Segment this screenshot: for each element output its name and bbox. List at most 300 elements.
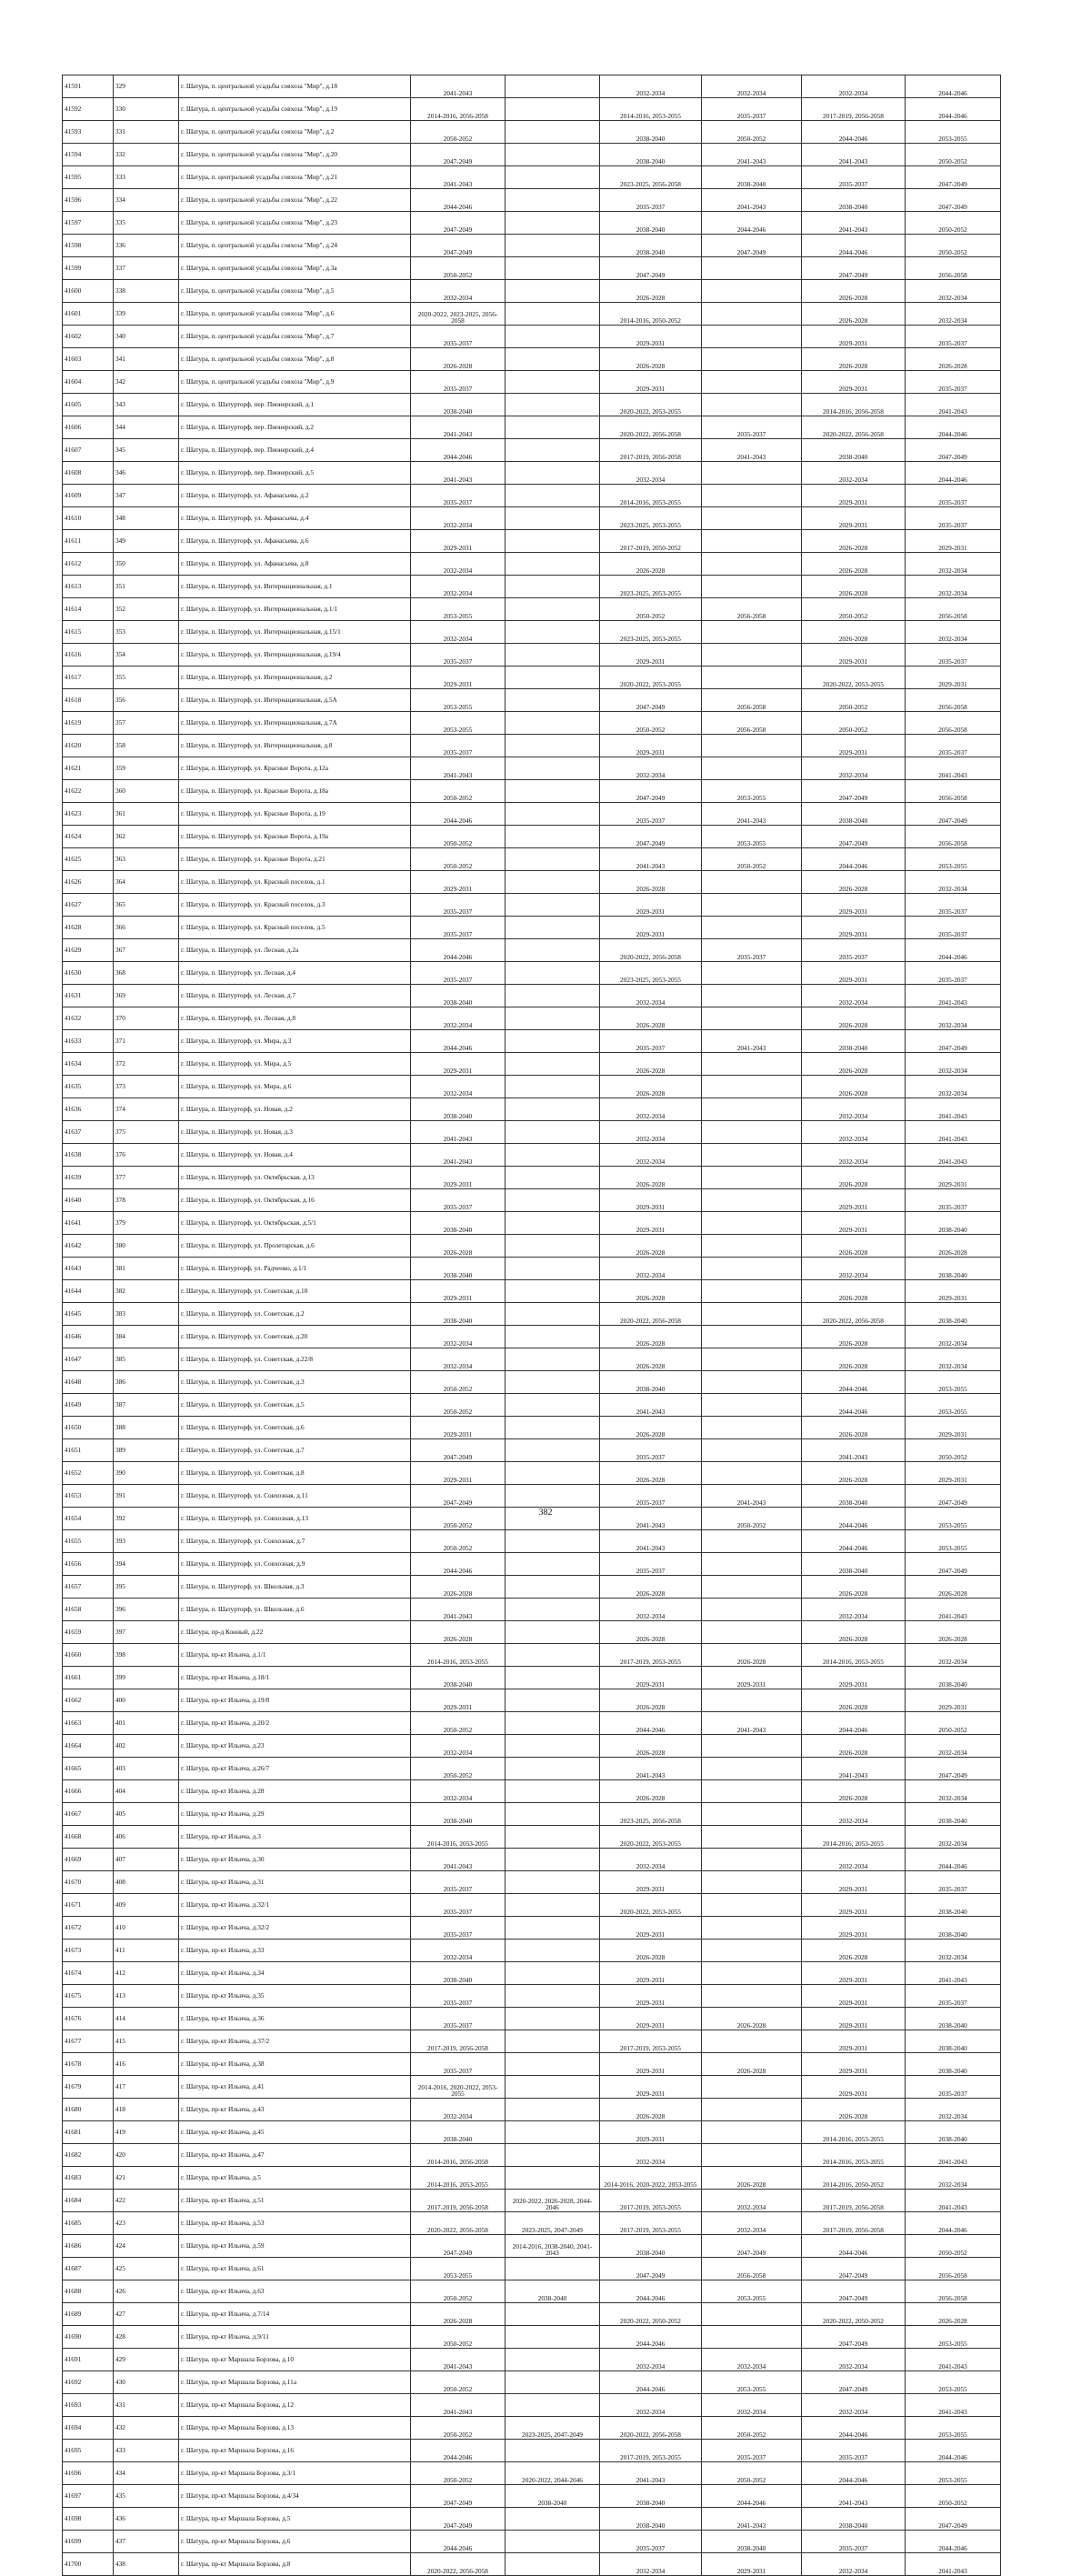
cell-address: г. Шатура, пр-кт Ильича, д.18/1 xyxy=(179,1667,411,1689)
cell-period-3: 2026-2028 xyxy=(600,1348,702,1371)
table-row xyxy=(63,667,1001,689)
cell-period-6: 2047-2049 xyxy=(906,189,1001,212)
cell-period-6: 2056-2058 xyxy=(906,826,1001,848)
cell-address: г. Шатура, пр-кт Ильича, д.53 xyxy=(179,2212,411,2235)
cell-period-2: 2023-2025, 2047-2049 xyxy=(505,2212,600,2235)
cell-period-2: 2020-2022, 2044-2046 xyxy=(505,2462,600,2485)
table-row xyxy=(63,1599,1001,1621)
cell-address: г. Шатура, п. Шатурторф, ул. Совхозная, д.7 xyxy=(179,1530,411,1553)
cell-period-4 xyxy=(702,1962,802,1985)
cell-period-4: 2041-2043 xyxy=(702,1712,802,1735)
cell-period-2 xyxy=(505,1121,600,1144)
cell-row-id: 41686 xyxy=(63,2235,114,2258)
cell-period-2 xyxy=(505,235,600,257)
cell-period-6: 2035-2037 xyxy=(906,962,1001,985)
cell-row-id: 41613 xyxy=(63,576,114,598)
cell-period-3: 2032-2034 xyxy=(600,2553,702,2576)
cell-period-2 xyxy=(505,1326,600,1348)
cell-period-6: 2029-2031 xyxy=(906,1280,1001,1303)
cell-row-id: 41628 xyxy=(63,917,114,939)
cell-period-4: 2056-2058 xyxy=(702,712,802,735)
cell-house-number: 435 xyxy=(114,2485,179,2508)
cell-period-2 xyxy=(505,1780,600,1803)
table-row xyxy=(63,1258,1001,1280)
cell-house-number: 348 xyxy=(114,507,179,530)
cell-period-6: 2038-2040 xyxy=(906,2030,1001,2053)
table-row xyxy=(63,1030,1001,1053)
cell-house-number: 353 xyxy=(114,621,179,644)
cell-period-4 xyxy=(702,985,802,1007)
cell-period-5: 2014-2016, 2053-2055 xyxy=(802,2121,906,2144)
cell-period-2 xyxy=(505,166,600,189)
cell-period-4 xyxy=(702,1553,802,1576)
cell-row-id: 41684 xyxy=(63,2190,114,2212)
cell-row-id: 41697 xyxy=(63,2485,114,2508)
cell-address: г. Шатура, п. Шатурторф, ул. Красные Ворота, д.21 xyxy=(179,848,411,871)
cell-house-number: 338 xyxy=(114,280,179,303)
cell-period-2 xyxy=(505,507,600,530)
cell-period-2 xyxy=(505,1098,600,1121)
cell-row-id: 41633 xyxy=(63,1030,114,1053)
table-row xyxy=(63,1712,1001,1735)
cell-house-number: 358 xyxy=(114,735,179,757)
cell-period-3: 2020-2022, 2056-2058 xyxy=(600,416,702,439)
cell-period-3: 2047-2049 xyxy=(600,2258,702,2280)
cell-house-number: 417 xyxy=(114,2076,179,2099)
cell-house-number: 385 xyxy=(114,1348,179,1371)
cell-period-6: 2044-2046 xyxy=(906,98,1001,121)
cell-period-2: 2038-2040 xyxy=(505,2485,600,2508)
cell-row-id: 41636 xyxy=(63,1098,114,1121)
cell-period-5: 2029-2031 xyxy=(802,1871,906,1894)
table-row xyxy=(63,553,1001,576)
cell-period-1: 2029-2031 xyxy=(411,871,505,894)
cell-row-id: 41615 xyxy=(63,621,114,644)
cell-period-4 xyxy=(702,1121,802,1144)
table-row xyxy=(63,621,1001,644)
cell-period-3: 2026-2028 xyxy=(600,1689,702,1712)
cell-period-2 xyxy=(505,757,600,780)
cell-house-number: 359 xyxy=(114,757,179,780)
cell-address: г. Шатура, пр-кт Ильича, д.33 xyxy=(179,1940,411,1962)
cell-period-6: 2050-2052 xyxy=(906,235,1001,257)
cell-address: г. Шатура, п. Шатурторф, ул. Интернациональная, д.7А xyxy=(179,712,411,735)
cell-period-3: 2041-2043 xyxy=(600,1530,702,1553)
cell-period-5: 2014-2016, 2053-2055 xyxy=(802,2144,906,2167)
cell-row-id: 41664 xyxy=(63,1735,114,1758)
cell-period-5: 2029-2031 xyxy=(802,917,906,939)
cell-period-5: 2020-2022, 2050-2052 xyxy=(802,2303,906,2326)
cell-period-2 xyxy=(505,1712,600,1735)
cell-address: г. Шатура, пр-кт Ильича, д.41 xyxy=(179,2076,411,2099)
cell-house-number: 389 xyxy=(114,1439,179,1462)
cell-period-5: 2047-2049 xyxy=(802,2258,906,2280)
cell-period-4 xyxy=(702,1053,802,1076)
cell-period-2 xyxy=(505,1371,600,1394)
cell-period-4: 2029-2031 xyxy=(702,1667,802,1689)
cell-period-5: 2029-2031 xyxy=(802,1985,906,2008)
cell-period-1: 2044-2046 xyxy=(411,439,505,462)
table-row xyxy=(63,848,1001,871)
table-row xyxy=(63,1485,1001,1508)
cell-period-6: 2032-2034 xyxy=(906,1076,1001,1098)
cell-period-6: 2047-2049 xyxy=(906,1758,1001,1780)
cell-period-4 xyxy=(702,326,802,348)
cell-address: г. Шатура, п. Шатурторф, ул. Красный поселок, д.1 xyxy=(179,871,411,894)
cell-row-id: 41607 xyxy=(63,439,114,462)
cell-period-4 xyxy=(702,1326,802,1348)
table-row xyxy=(63,2508,1001,2531)
cell-period-5: 2029-2031 xyxy=(802,1189,906,1212)
cell-period-4: 2050-2052 xyxy=(702,2417,802,2440)
cell-period-4: 2044-2046 xyxy=(702,2485,802,2508)
cell-period-5: 2026-2028 xyxy=(802,1940,906,1962)
cell-period-4: 2035-2037 xyxy=(702,939,802,962)
cell-row-id: 41645 xyxy=(63,1303,114,1326)
cell-period-6: 2032-2034 xyxy=(906,1826,1001,1849)
table-row xyxy=(63,780,1001,803)
cell-period-3: 2020-2022, 2053-2055 xyxy=(600,394,702,416)
cell-period-1: 2029-2031 xyxy=(411,1462,505,1485)
cell-period-5: 2047-2049 xyxy=(802,257,906,280)
table-row xyxy=(63,1189,1001,1212)
table-row xyxy=(63,1417,1001,1439)
table-row xyxy=(63,2349,1001,2371)
table-row xyxy=(63,1280,1001,1303)
cell-period-1: 2032-2034 xyxy=(411,1076,505,1098)
cell-period-5: 2026-2028 xyxy=(802,530,906,553)
cell-period-4 xyxy=(702,303,802,326)
cell-period-5: 2029-2031 xyxy=(802,507,906,530)
cell-period-4: 2032-2034 xyxy=(702,2190,802,2212)
cell-period-6: 2035-2037 xyxy=(906,507,1001,530)
cell-period-5: 2044-2046 xyxy=(802,1371,906,1394)
cell-period-1: 2029-2031 xyxy=(411,1689,505,1712)
cell-house-number: 395 xyxy=(114,1576,179,1599)
cell-period-1: 2029-2031 xyxy=(411,667,505,689)
cell-period-4: 2053-2055 xyxy=(702,826,802,848)
cell-period-4 xyxy=(702,1417,802,1439)
cell-row-id: 41644 xyxy=(63,1280,114,1303)
cell-period-6: 2029-2031 xyxy=(906,1689,1001,1712)
cell-period-6: 2032-2034 xyxy=(906,2167,1001,2190)
cell-period-1: 2035-2037 xyxy=(411,917,505,939)
cell-period-2 xyxy=(505,462,600,485)
cell-period-1: 2053-2055 xyxy=(411,689,505,712)
cell-house-number: 335 xyxy=(114,212,179,235)
cell-period-6: 2044-2046 xyxy=(906,2212,1001,2235)
cell-period-1: 2032-2034 xyxy=(411,280,505,303)
cell-period-4: 2053-2055 xyxy=(702,780,802,803)
cell-house-number: 380 xyxy=(114,1235,179,1258)
cell-period-6: 2032-2034 xyxy=(906,2099,1001,2121)
cell-period-2 xyxy=(505,1030,600,1053)
cell-period-3: 2026-2028 xyxy=(600,1167,702,1189)
cell-house-number: 430 xyxy=(114,2371,179,2394)
table-row xyxy=(63,1803,1001,1826)
cell-house-number: 378 xyxy=(114,1189,179,1212)
cell-house-number: 404 xyxy=(114,1780,179,1803)
cell-period-1: 2041-2043 xyxy=(411,1849,505,1871)
cell-period-3: 2017-2019, 2053-2055 xyxy=(600,2030,702,2053)
cell-period-2 xyxy=(505,257,600,280)
cell-period-5: 2029-2031 xyxy=(802,1667,906,1689)
table-row xyxy=(63,394,1001,416)
cell-period-6: 2047-2049 xyxy=(906,2508,1001,2531)
cell-period-2 xyxy=(505,894,600,917)
cell-period-1: 2047-2049 xyxy=(411,144,505,166)
table-row xyxy=(63,2462,1001,2485)
cell-period-2 xyxy=(505,1258,600,1280)
cell-period-2 xyxy=(505,2440,600,2462)
cell-period-2 xyxy=(505,2394,600,2417)
cell-period-4: 2038-2040 xyxy=(702,166,802,189)
cell-period-6: 2032-2034 xyxy=(906,1644,1001,1667)
table-row xyxy=(63,2531,1001,2553)
cell-address: г. Шатура, пр-кт Маршала Борзова, д.11а xyxy=(179,2371,411,2394)
cell-row-id: 41659 xyxy=(63,1621,114,1644)
cell-row-id: 41674 xyxy=(63,1962,114,1985)
cell-period-4: 2041-2043 xyxy=(702,1485,802,1508)
table-row xyxy=(63,917,1001,939)
cell-row-id: 41668 xyxy=(63,1826,114,1849)
cell-period-6: 2026-2028 xyxy=(906,1235,1001,1258)
cell-period-6: 2032-2034 xyxy=(906,621,1001,644)
cell-period-1: 2041-2043 xyxy=(411,416,505,439)
cell-period-6: 2047-2049 xyxy=(906,1553,1001,1576)
cell-address: г. Шатура, п. центральной усадьбы совхоза "Мир", д.8 xyxy=(179,348,411,371)
cell-row-id: 41635 xyxy=(63,1076,114,1098)
cell-row-id: 41689 xyxy=(63,2303,114,2326)
cell-period-3: 2029-2031 xyxy=(600,1871,702,1894)
table-row xyxy=(63,144,1001,166)
cell-period-1: 2050-2052 xyxy=(411,780,505,803)
cell-period-1: 2050-2052 xyxy=(411,1371,505,1394)
cell-period-6: 2029-2031 xyxy=(906,1167,1001,1189)
cell-period-2 xyxy=(505,1644,600,1667)
cell-address: г. Шатура, пр-кт Маршала Борзова, д.12 xyxy=(179,2394,411,2417)
cell-row-id: 41640 xyxy=(63,1189,114,1212)
cell-house-number: 370 xyxy=(114,1007,179,1030)
cell-address: г. Шатура, п. Шатурторф, ул. Афанасьева, д.8 xyxy=(179,553,411,576)
cell-period-4 xyxy=(702,1803,802,1826)
cell-row-id: 41698 xyxy=(63,2508,114,2531)
table-row xyxy=(63,212,1001,235)
cell-period-2 xyxy=(505,189,600,212)
cell-house-number: 332 xyxy=(114,144,179,166)
cell-row-id: 41651 xyxy=(63,1439,114,1462)
cell-period-3: 2029-2031 xyxy=(600,2121,702,2144)
cell-house-number: 361 xyxy=(114,803,179,826)
cell-address: г. Шатура, п. Шатурторф, ул. Интернациональная, д.1/1 xyxy=(179,598,411,621)
cell-row-id: 41662 xyxy=(63,1689,114,1712)
cell-row-id: 41592 xyxy=(63,98,114,121)
cell-period-2 xyxy=(505,689,600,712)
cell-row-id: 41600 xyxy=(63,280,114,303)
cell-period-3: 2017-2019, 2053-2055 xyxy=(600,2190,702,2212)
cell-house-number: 383 xyxy=(114,1303,179,1326)
cell-address: г. Шатура, п. Шатурторф, ул. Мира, д.6 xyxy=(179,1076,411,1098)
cell-period-5: 2029-2031 xyxy=(802,1212,906,1235)
cell-period-6: 2056-2058 xyxy=(906,780,1001,803)
cell-period-6: 2053-2055 xyxy=(906,121,1001,144)
cell-period-3: 2020-2022, 2056-2058 xyxy=(600,939,702,962)
cell-row-id: 41649 xyxy=(63,1394,114,1417)
table-row xyxy=(63,1007,1001,1030)
cell-house-number: 438 xyxy=(114,2553,179,2576)
cell-period-6: 2035-2037 xyxy=(906,1985,1001,2008)
cell-period-5: 2029-2031 xyxy=(802,2053,906,2076)
cell-period-6: 2047-2049 xyxy=(906,1485,1001,1508)
cell-address: г. Шатура, п. Шатурторф, ул. Октябрьская, д.13 xyxy=(179,1167,411,1189)
cell-house-number: 431 xyxy=(114,2394,179,2417)
cell-period-6: 2038-2040 xyxy=(906,1917,1001,1940)
table-row xyxy=(63,1053,1001,1076)
cell-row-id: 41690 xyxy=(63,2326,114,2349)
cell-row-id: 41652 xyxy=(63,1462,114,1485)
cell-address: г. Шатура, п. центральной усадьбы совхоза "Мир", д.3а xyxy=(179,257,411,280)
cell-house-number: 394 xyxy=(114,1553,179,1576)
cell-row-id: 41693 xyxy=(63,2394,114,2417)
cell-period-3: 2041-2043 xyxy=(600,2462,702,2485)
cell-period-1: 2035-2037 xyxy=(411,894,505,917)
cell-period-3: 2026-2028 xyxy=(600,1280,702,1303)
cell-period-6: 2032-2034 xyxy=(906,1780,1001,1803)
cell-period-6: 2044-2046 xyxy=(906,2440,1001,2462)
cell-period-1: 2047-2049 xyxy=(411,1485,505,1508)
cell-address: г. Шатура, п. Шатурторф, ул. Интернациональная, д.1 xyxy=(179,576,411,598)
cell-period-2 xyxy=(505,2349,600,2371)
cell-period-2 xyxy=(505,1735,600,1758)
cell-address: г. Шатура, пр-кт Ильича, д.7/14 xyxy=(179,2303,411,2326)
cell-period-3: 2038-2040 xyxy=(600,2235,702,2258)
cell-period-1: 2050-2052 xyxy=(411,2280,505,2303)
cell-period-5: 2038-2040 xyxy=(802,803,906,826)
cell-period-3: 2029-2031 xyxy=(600,326,702,348)
cell-period-4 xyxy=(702,1462,802,1485)
cell-period-5: 2032-2034 xyxy=(802,1849,906,1871)
cell-house-number: 337 xyxy=(114,257,179,280)
cell-period-1: 2032-2034 xyxy=(411,621,505,644)
cell-period-3: 2038-2040 xyxy=(600,144,702,166)
cell-period-6: 2032-2034 xyxy=(906,1053,1001,1076)
cell-period-2 xyxy=(505,394,600,416)
cell-period-6: 2038-2040 xyxy=(906,1894,1001,1917)
cell-row-id: 41680 xyxy=(63,2099,114,2121)
cell-address: г. Шатура, п. центральной усадьбы совхоза "Мир", д.19 xyxy=(179,98,411,121)
table-row xyxy=(63,1098,1001,1121)
table-row xyxy=(63,1871,1001,1894)
cell-period-5: 2038-2040 xyxy=(802,1553,906,1576)
cell-house-number: 365 xyxy=(114,894,179,917)
cell-period-3: 2026-2028 xyxy=(600,1417,702,1439)
cell-period-5: 2044-2046 xyxy=(802,121,906,144)
cell-house-number: 382 xyxy=(114,1280,179,1303)
cell-period-6: 2053-2055 xyxy=(906,1530,1001,1553)
cell-period-3: 2044-2046 xyxy=(600,2371,702,2394)
cell-period-5: 2032-2034 xyxy=(802,1599,906,1621)
cell-address: г. Шатура, п. центральной усадьбы совхоза "Мир", д.22 xyxy=(179,189,411,212)
cell-period-4 xyxy=(702,2121,802,2144)
cell-period-4 xyxy=(702,1621,802,1644)
cell-period-4: 2047-2049 xyxy=(702,2235,802,2258)
cell-period-1: 2038-2040 xyxy=(411,985,505,1007)
cell-row-id: 41643 xyxy=(63,1258,114,1280)
cell-period-2 xyxy=(505,98,600,121)
cell-period-5: 2026-2028 xyxy=(802,871,906,894)
cell-period-1: 2050-2052 xyxy=(411,826,505,848)
cell-period-6: 2035-2037 xyxy=(906,485,1001,507)
table-row xyxy=(63,712,1001,735)
table-row xyxy=(63,894,1001,917)
cell-house-number: 436 xyxy=(114,2508,179,2531)
cell-period-1: 2032-2034 xyxy=(411,2099,505,2121)
cell-period-4 xyxy=(702,1735,802,1758)
cell-period-6: 2056-2058 xyxy=(906,689,1001,712)
cell-address: г. Шатура, п. Шатурторф, ул. Красные Ворота, д.19 xyxy=(179,803,411,826)
cell-period-2 xyxy=(505,985,600,1007)
cell-row-id: 41700 xyxy=(63,2553,114,2576)
cell-row-id: 41602 xyxy=(63,326,114,348)
cell-house-number: 397 xyxy=(114,1621,179,1644)
cell-address: г. Шатура, пр-кт Ильича, д.38 xyxy=(179,2053,411,2076)
cell-address: г. Шатура, п. Шатурторф, ул. Новая, д.4 xyxy=(179,1144,411,1167)
cell-period-3: 2032-2034 xyxy=(600,75,702,98)
cell-period-3: 2020-2022, 2056-2058 xyxy=(600,1303,702,1326)
cell-period-4 xyxy=(702,2303,802,2326)
cell-row-id: 41629 xyxy=(63,939,114,962)
cell-period-2 xyxy=(505,1076,600,1098)
cell-period-3: 2032-2034 xyxy=(600,1849,702,1871)
cell-row-id: 41657 xyxy=(63,1576,114,1599)
cell-row-id: 41621 xyxy=(63,757,114,780)
cell-period-3: 2026-2028 xyxy=(600,1007,702,1030)
table-row xyxy=(63,985,1001,1007)
table-row xyxy=(63,2485,1001,2508)
cell-period-3: 2014-2016, 2050-2052 xyxy=(600,303,702,326)
cell-period-1: 2044-2046 xyxy=(411,189,505,212)
cell-period-2 xyxy=(505,644,600,667)
cell-period-4 xyxy=(702,1689,802,1712)
cell-period-2 xyxy=(505,2167,600,2190)
table-row xyxy=(63,2076,1001,2099)
cell-row-id: 41617 xyxy=(63,667,114,689)
cell-period-2 xyxy=(505,2099,600,2121)
cell-period-1: 2032-2034 xyxy=(411,507,505,530)
cell-period-4 xyxy=(702,1758,802,1780)
cell-period-2 xyxy=(505,1235,600,1258)
cell-period-5: 2044-2046 xyxy=(802,1712,906,1735)
cell-period-6: 2047-2049 xyxy=(906,1030,1001,1053)
cell-period-6: 2053-2055 xyxy=(906,1371,1001,1394)
cell-period-3: 2023-2025, 2053-2055 xyxy=(600,507,702,530)
cell-house-number: 377 xyxy=(114,1167,179,1189)
cell-period-5: 2032-2034 xyxy=(802,462,906,485)
cell-period-1: 2041-2043 xyxy=(411,1144,505,1167)
cell-period-1: 2050-2052 xyxy=(411,2326,505,2349)
cell-period-4: 2047-2049 xyxy=(702,235,802,257)
cell-house-number: 429 xyxy=(114,2349,179,2371)
cell-period-5: 2026-2028 xyxy=(802,1280,906,1303)
cell-house-number: 408 xyxy=(114,1871,179,1894)
cell-period-4 xyxy=(702,2076,802,2099)
cell-period-1: 2029-2031 xyxy=(411,1053,505,1076)
cell-period-4: 2053-2055 xyxy=(702,2280,802,2303)
cell-period-1: 2038-2040 xyxy=(411,1303,505,1326)
cell-period-1: 2035-2037 xyxy=(411,2053,505,2076)
cell-house-number: 373 xyxy=(114,1076,179,1098)
cell-period-6: 2044-2046 xyxy=(906,2531,1001,2553)
